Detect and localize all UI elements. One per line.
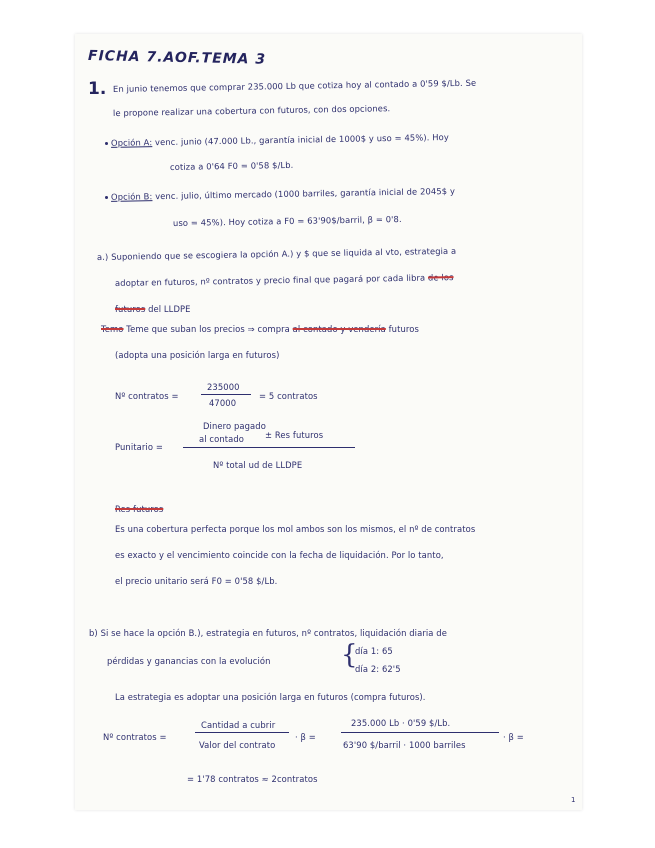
option-a-label: Opción A: — [110, 137, 153, 148]
ncontratos-fraction-bar — [201, 394, 251, 395]
part-a-line-3 — [115, 304, 191, 314]
strategy-line — [101, 324, 419, 334]
bullet-icon — [105, 142, 108, 145]
option-a-text-1: venc. junio (47.000 Lb., garantía inicial de 1000$ y uso = 45%). Hoy — [154, 131, 449, 148]
part-b-calc-fraction-bar — [341, 732, 499, 733]
strategy-strike-2: al contado y vendería — [292, 324, 386, 334]
explanation-line-1: Es una cobertura perfecta porque los mol ambos son los mismos, el nº de contratos — [115, 524, 476, 534]
day-2: día 2: 62'5 — [355, 664, 401, 674]
option-b-line-1 — [105, 186, 455, 202]
ncontratos-label: Nº contratos = — [115, 391, 179, 401]
punitario-num-2: al contado — [199, 434, 245, 444]
part-b-result: = 1'78 contratos ≈ 2contratos — [187, 774, 318, 784]
part-b-line-1 — [89, 628, 447, 638]
part-b-n-denominator: Valor del contrato — [199, 740, 276, 750]
strategy-strike: Temo — [101, 324, 124, 334]
strategy-end: futuros — [388, 324, 419, 334]
intro-line-1: En junio tenemos que comprar 235.000 Lb que cotiza hoy al contado a 0'59 $/Lb. Se — [112, 77, 477, 94]
res-futuros-strike: Res futuros — [115, 504, 164, 514]
option-b-line-2: uso = 45%). Hoy cotiza a F0 = 63'90$/barril, β = 0'8. — [172, 214, 402, 228]
part-b-text-1: Si se hace la opción B.), estrategia en futuros, nº contratos, liquidación diaria de — [100, 628, 447, 638]
part-b-n-fraction-bar — [195, 732, 289, 733]
bullet-icon — [105, 196, 108, 199]
punitario-fraction-bar — [183, 447, 355, 448]
part-a-strike-tail: de los — [427, 272, 454, 283]
part-b-calc-denominator: 63'90 $/barril · 1000 barriles — [343, 740, 466, 750]
part-b-calc-numerator: 235.000 Lb · 0'59 $/Lb. — [351, 718, 451, 728]
part-b-calc-beta: · β = — [503, 732, 524, 742]
punitario-label: Punitario = — [115, 442, 163, 452]
punitario-denominator: Nº total ud de LLDPE — [213, 460, 303, 470]
strategy-text: Teme que suban los precios ⇒ compra — [126, 324, 290, 334]
punitario-num-3: ± Res futuros — [265, 430, 324, 440]
option-a-line-2: cotiza a 0'64 F0 = 0'58 $/Lb. — [169, 159, 294, 172]
ncontratos-result: = 5 contratos — [259, 391, 318, 401]
part-b-n-numerator: Cantidad a cubrir — [201, 720, 276, 730]
option-a-line-1 — [105, 132, 449, 148]
brace-icon: { — [341, 640, 358, 670]
position-line: (adopta una posición larga en futuros) — [115, 350, 280, 360]
part-b-line-2: pérdidas y ganancias con la evolución — [107, 656, 271, 666]
part-b-label: b) — [89, 628, 98, 638]
ncontratos-denominator: 47000 — [209, 398, 237, 408]
part-a-text-2: adoptar en futuros, nº contratos y precio final que pagará por cada libra — [114, 272, 426, 288]
part-a-line-1 — [97, 246, 456, 262]
explanation-line-2: es exacto y el vencimiento coincide con la fecha de liquidación. Por lo tanto, — [115, 550, 444, 560]
notebook-page — [75, 34, 582, 810]
page-mark: 1 — [571, 796, 576, 804]
option-b-label: Opción B: — [110, 191, 153, 202]
option-b-text-1: venc. julio, último mercado (1000 barriles, garantía inicial de 2045$ y — [155, 185, 456, 202]
page-title: FICHA 7.AOF.TEMA 3 — [87, 48, 267, 68]
day-1: día 1: 65 — [355, 646, 393, 656]
part-a-lldpe: del LLDPE — [148, 304, 191, 314]
ncontratos-numerator: 235000 — [207, 382, 240, 392]
punitario-num-1: Dinero pagado — [203, 421, 266, 431]
part-b-beta-mult: · β = — [295, 732, 316, 742]
part-b-strategy: La estrategia es adoptar una posición larga en futuros (compra futuros). — [115, 692, 426, 702]
intro-line-2: le propone realizar una cobertura con futuros, con dos opciones. — [112, 103, 391, 118]
part-a-text-1: Suponiendo que se escogiera la opción A.) y $ que se liquida al vto, estrategia a — [111, 245, 457, 262]
part-a-line-2 — [115, 272, 454, 288]
explanation-line-3: el precio unitario será F0 = 0'58 $/Lb. — [115, 576, 278, 586]
part-a-label: a.) — [96, 251, 109, 262]
question-number: 1. — [88, 79, 107, 99]
part-a-strike-futuros: futuros — [115, 304, 146, 314]
part-b-ncontratos-label: Nº contratos = — [103, 732, 167, 742]
